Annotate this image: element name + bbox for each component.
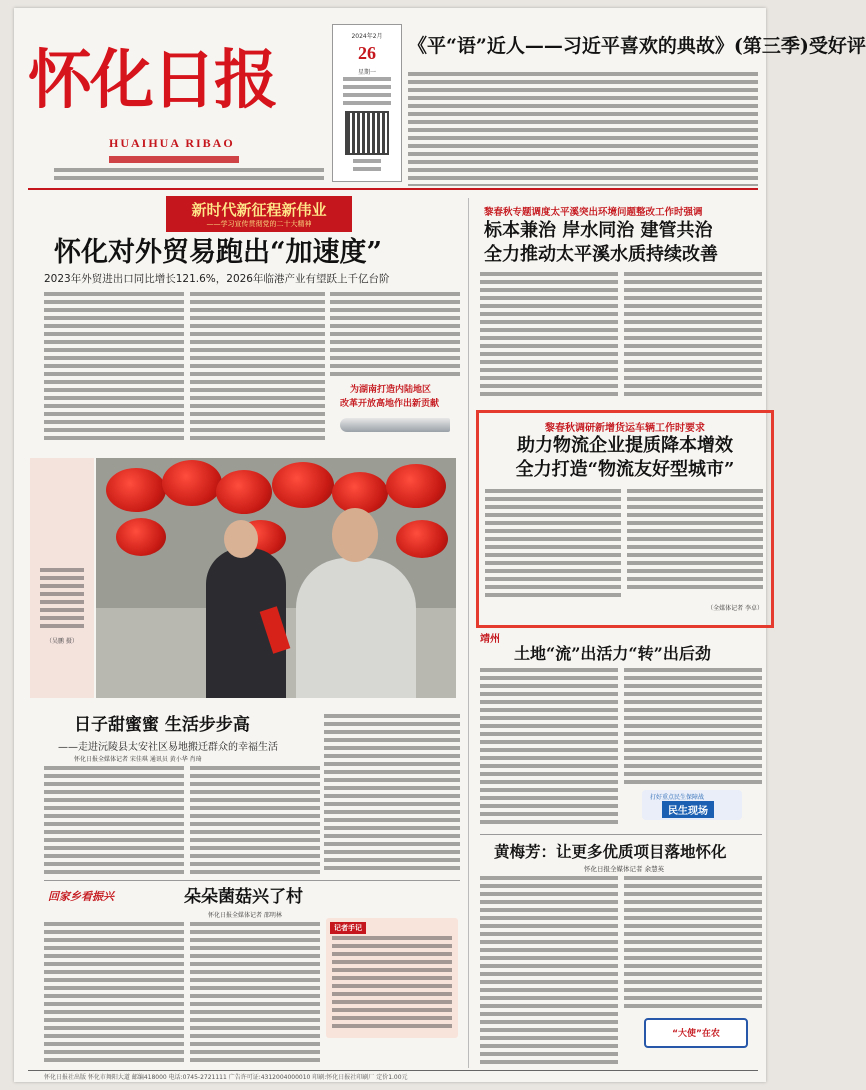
sweet-story-headline: 日子甜蜜蜜 生活步步高: [74, 715, 250, 735]
mushroom-body-col2: [190, 922, 320, 1062]
footer-text: 怀化日报社出版 怀化市舞阳大道 邮编418000 电话:0745-2721111 广告许可证:4312004000010 印刷:怀化日报社印刷厂 定价1.00元: [44, 1074, 408, 1081]
highlighted-story-box: [476, 410, 774, 628]
train-icon: [340, 418, 450, 432]
lead-subhead: 2023年外贸进出口同比增长121.6%，2026年临港产业有望跃上千亿台阶: [44, 273, 390, 285]
date-label: 2024年2月: [351, 33, 383, 40]
news-photo: [96, 458, 456, 698]
red-box-kicker: 黎春秋调研新增货运车辆工作时要求: [545, 423, 705, 434]
reporter-note-box: [326, 918, 458, 1038]
photo-caption-panel: [30, 458, 94, 698]
land-story-headline: 土地“流”出活力“转”出后劲: [514, 644, 711, 663]
red-box-byline: （全媒体记者 李卓）: [707, 605, 763, 612]
date-info-text: [343, 77, 391, 109]
lead-side-tag: [330, 380, 460, 420]
stamp-text: “大使”在农: [672, 1029, 720, 1039]
right-story1-headline1: 标本兼治 岸水同治 建管共治: [484, 220, 713, 241]
date-box: [332, 24, 402, 182]
lead-body-col3: [330, 292, 460, 378]
right-story1-body-col1: [480, 272, 618, 400]
reporter-note-label: 记者手记: [330, 922, 366, 934]
topic-banner: [166, 196, 352, 232]
masthead-title: 怀化日报: [28, 43, 276, 118]
huang-story-body-col2: [624, 876, 762, 1008]
lead-body-col2: [190, 292, 325, 444]
date-pages-text: [353, 159, 381, 175]
sweet-story-subhead: ——走进沅陵县太安社区易地搬迁群众的幸福生活: [58, 742, 278, 753]
lead-headline: 怀化对外贸易跑出“加速度”: [54, 237, 383, 268]
right-story1-headline2: 全力推动太平溪水质持续改善: [484, 244, 718, 265]
minsheng-badge-top: 打好重点民生保障战: [650, 794, 705, 801]
land-story-body-col1: [480, 668, 618, 828]
section-divider: [480, 834, 762, 835]
date-weekday: 星期一: [357, 69, 376, 76]
masthead-divider: [28, 188, 758, 190]
red-box-body-col2: [627, 489, 763, 589]
lead-side-tag-line2: 改革开放高地作出新贡献: [340, 399, 440, 409]
column-divider: [468, 198, 469, 1068]
huang-story-headline: 黄梅芳：让更多优质项目落地怀化: [494, 842, 727, 861]
right-story1-kicker: 黎春秋专题调度太平溪突出环境问题整改工作时强调: [484, 207, 703, 218]
masthead-info-text: [54, 168, 324, 184]
masthead-pinyin: HUAIHUA RIBAO: [109, 136, 235, 150]
lead-side-tag-line1: 为湖南打造内陆地区: [350, 385, 432, 395]
banner-line1: 新时代新征程新伟业: [191, 201, 327, 219]
date-day: 26: [358, 43, 376, 63]
lead-body-col1: [44, 292, 184, 444]
top-story-headline: 《平“语”近人——习近平喜欢的典故》(第三季)受好评: [408, 35, 866, 57]
sweet-story-body-col2: [190, 766, 320, 876]
mushroom-column-text: 回家乡看振兴: [48, 890, 114, 903]
land-story-kicker: 靖州: [480, 634, 500, 645]
minsheng-badge: [642, 790, 742, 820]
red-box-body-col1: [485, 489, 621, 601]
huang-story-body-col1: [480, 876, 618, 1068]
right-story1-body-col2: [624, 272, 762, 400]
sweet-story-byline: 怀化日报全媒体记者 宋佳琪 通讯员 黄小华 肖琦: [74, 756, 202, 763]
mushroom-body-col1: [44, 922, 184, 1062]
red-box-headline2: 全力打造“物流友好型城市”: [515, 459, 735, 480]
red-box-headline1: 助力物流企业提质降本增效: [517, 435, 733, 456]
banner-line2: ——学习宣传贯彻党的二十大精神: [206, 220, 312, 228]
mushroom-byline: 怀化日报全媒体记者 邵明林: [208, 912, 282, 919]
photo-caption-credit: （吴鹏 摄）: [46, 638, 78, 645]
minsheng-badge-main: 民生现场: [662, 801, 714, 818]
top-story-body: [408, 72, 758, 186]
mushroom-headline: 朵朵菌菇兴了村: [184, 887, 303, 907]
sweet-story-body-col3: [324, 714, 460, 874]
masthead-logo-bar: [109, 156, 239, 163]
land-story-body-col2: [624, 668, 762, 788]
mushroom-column-tag: [44, 886, 154, 906]
stamp-badge: [644, 1018, 748, 1048]
sweet-story-body-col1: [44, 766, 184, 876]
photo-caption-text: [40, 568, 84, 632]
qr-code-icon: [347, 113, 387, 153]
footer-divider: [28, 1070, 758, 1071]
newspaper-page: [14, 8, 866, 1082]
section-divider-2: [44, 880, 460, 881]
huang-story-byline: 怀化日报全媒体记者 余慧英: [584, 865, 665, 873]
reporter-note-text: [332, 936, 452, 1032]
